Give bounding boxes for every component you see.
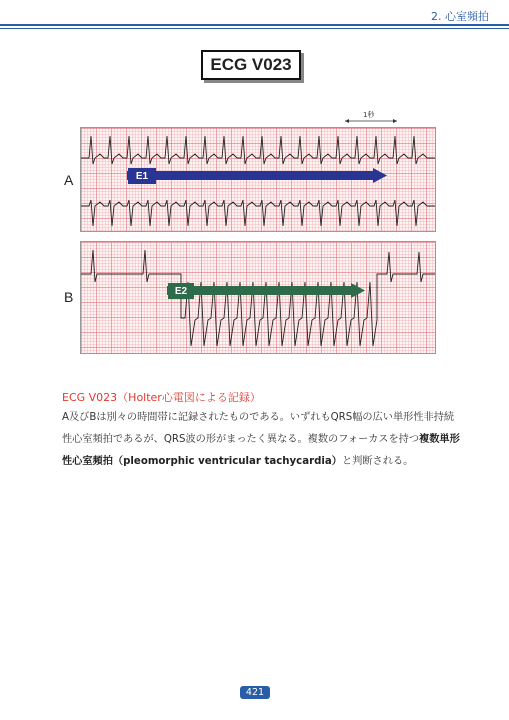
caption-title: ECG V023（Holter心電図による記録） (62, 391, 261, 404)
panel-letter-a: A (64, 172, 74, 188)
header-section: 2. 心室頻拍 (431, 10, 489, 23)
e1-label: E1 (128, 168, 156, 184)
panel-letter-b: B (64, 289, 74, 305)
caption-text-1: A及びBは別々の時間帯に記録されたものである。いずれもQRS幅の広い単形性非持続性心室頻拍であるが、QRS波の形がまったく異なる。複数のフォーカスを持つ (62, 412, 455, 445)
header-rule-thin (0, 28, 509, 29)
caption-body (62, 407, 462, 473)
e2-label: E2 (168, 283, 194, 299)
caption-text-2: と判断される。 (341, 456, 414, 467)
ecg-title: ECG V023 (201, 50, 301, 80)
e1-arrow (127, 168, 387, 184)
page-number: 421 (240, 686, 270, 699)
e2-arrow (167, 283, 365, 299)
time-scale-label: 1秒 (363, 111, 375, 119)
caption-text-bold: 複数単形性心室頻拍（pleomorphic ventricular tachycardia） (62, 434, 460, 467)
header-rule (0, 24, 509, 26)
